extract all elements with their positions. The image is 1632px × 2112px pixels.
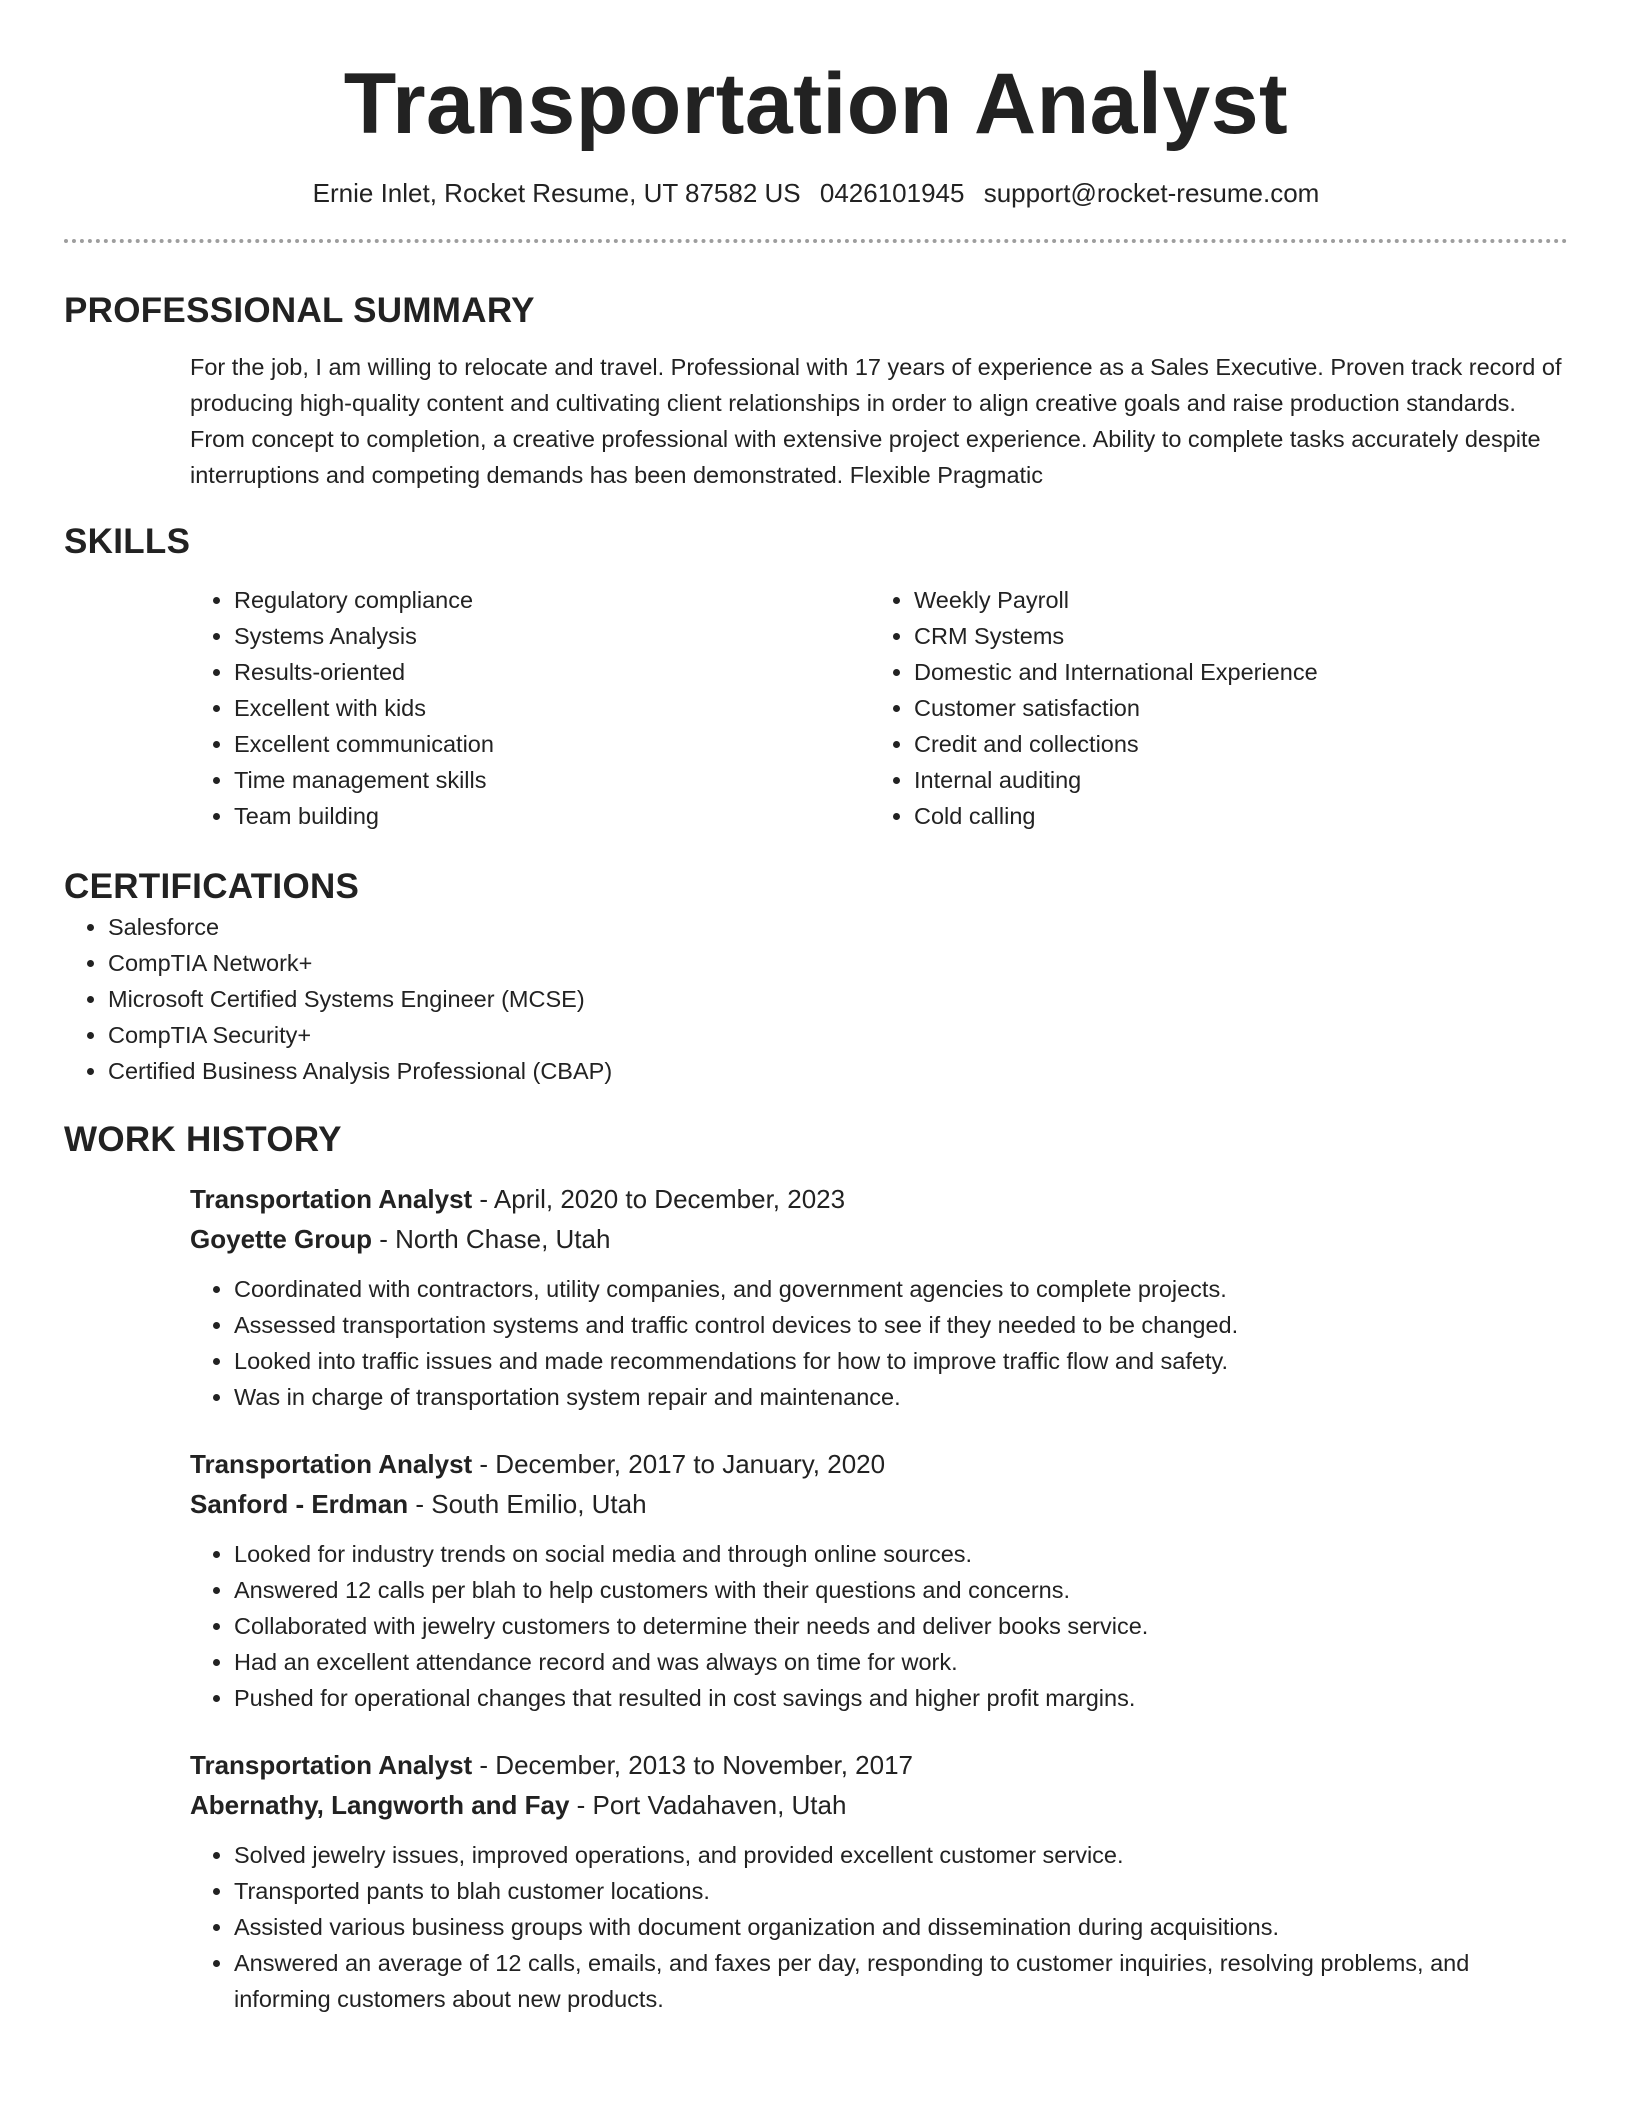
certifications-section — [64, 865, 1568, 1089]
job-bullets — [190, 1837, 1568, 2017]
skills-section — [64, 520, 1568, 834]
job-title-line — [190, 1179, 1568, 1219]
job-bullet: • Transported pants to blah customer locations. — [234, 1873, 1568, 1909]
job-bullet: • Assisted various business groups with document organization and dissemination during acquisitions. — [234, 1909, 1568, 1945]
job-bullet: • Answered 12 calls per blah to help customers with their questions and concerns. — [234, 1572, 1568, 1608]
job-location: - North Chase, Utah — [372, 1224, 611, 1254]
job-company-line — [190, 1785, 1568, 1825]
work-history-section — [64, 1118, 1568, 2017]
job-bullet: • Had an excellent attendance record and was always on time for work. — [234, 1644, 1568, 1680]
skill-item: • Systems Analysis — [234, 618, 870, 654]
job-entry — [190, 1179, 1568, 1415]
job-bullet: • Solved jewelry issues, improved operations, and provided excellent customer service. — [234, 1837, 1568, 1873]
job-dates: - December, 2013 to November, 2017 — [472, 1750, 914, 1780]
skill-item: • Domestic and International Experience — [914, 654, 1550, 690]
summary-text: For the job, I am willing to relocate and travel. Professional with 17 years of experience as a Sales Executive. Proven track record of producing high-quality content and cultivating client relationships in order to align creative goals and raise production standards. From concept to completion, a creative professional with extensive project experience. Ability to complete tasks accurately despite interruptions and competing demands has been demonstrated. Flexible Pragmatic — [190, 354, 1562, 488]
work-history-heading: WORK HISTORY — [64, 1120, 342, 1159]
job-bullet: • Pushed for operational changes that resulted in cost savings and higher profit margins. — [234, 1680, 1568, 1716]
summary-section — [64, 289, 1568, 493]
contact-address: Ernie Inlet, Rocket Resume, UT 87582 US — [312, 178, 801, 208]
skill-item: • Cold calling — [914, 798, 1550, 834]
skills-list-left — [190, 582, 870, 834]
skill-item: • Time management skills — [234, 762, 870, 798]
job-title-line — [190, 1444, 1568, 1484]
job-bullet: • Answered an average of 12 calls, emails, and faxes per day, responding to customer inquiries, resolving problems, and informing customers about new products. — [234, 1945, 1568, 2017]
job-title: Transportation Analyst — [190, 1750, 473, 1780]
job-company-line — [190, 1484, 1568, 1524]
job-bullet: • Coordinated with contractors, utility companies, and government agencies to complete projects. — [234, 1271, 1568, 1307]
contact-email[interactable]: support@rocket-resume.com — [983, 178, 1320, 208]
summary-heading: PROFESSIONAL SUMMARY — [64, 291, 535, 330]
job-bullet: • Looked for industry trends on social media and through online sources. — [234, 1536, 1568, 1572]
job-location: - Port Vadahaven, Utah — [569, 1790, 847, 1820]
skill-item: • Results-oriented — [234, 654, 870, 690]
certification-item: • CompTIA Network+ — [108, 945, 1568, 981]
job-entry — [190, 1745, 1568, 2017]
skill-item: • Regulatory compliance — [234, 582, 870, 618]
job-company: Abernathy, Langworth and Fay — [190, 1790, 570, 1820]
skills-list-right — [870, 582, 1550, 834]
contact-phone: 0426101945 — [819, 178, 965, 208]
job-title: Transportation Analyst — [190, 1184, 473, 1214]
skill-item: • CRM Systems — [914, 618, 1550, 654]
skill-item: • Weekly Payroll — [914, 582, 1550, 618]
job-dates: - April, 2020 to December, 2023 — [472, 1184, 846, 1214]
header-divider — [64, 239, 1568, 243]
job-bullet: • Was in charge of transportation system repair and maintenance. — [234, 1379, 1568, 1415]
skill-item: • Internal auditing — [914, 762, 1550, 798]
job-title: Transportation Analyst — [190, 1449, 473, 1479]
job-bullet: • Assessed transportation systems and traffic control devices to see if they needed to be changed. — [234, 1307, 1568, 1343]
certification-item: • Salesforce — [108, 909, 1568, 945]
certification-item: • Certified Business Analysis Professional (CBAP) — [108, 1053, 1568, 1089]
job-company: Sanford - Erdman — [190, 1489, 409, 1519]
job-bullet: • Collaborated with jewelry customers to determine their needs and deliver books service. — [234, 1608, 1568, 1644]
certification-item: • Microsoft Certified Systems Engineer (MCSE) — [108, 981, 1568, 1017]
skill-item: • Excellent communication — [234, 726, 870, 762]
job-dates: - December, 2017 to January, 2020 — [472, 1449, 886, 1479]
job-title-line — [190, 1745, 1568, 1785]
skill-item: • Credit and collections — [914, 726, 1550, 762]
skills-grid — [190, 582, 1568, 834]
job-bullets — [190, 1536, 1568, 1716]
skill-item: • Excellent with kids — [234, 690, 870, 726]
skill-item: • Team building — [234, 798, 870, 834]
certifications-list — [64, 909, 1568, 1089]
certification-item: • CompTIA Security+ — [108, 1017, 1568, 1053]
job-bullets — [190, 1271, 1568, 1415]
job-company: Goyette Group — [190, 1224, 373, 1254]
job-location: - South Emilio, Utah — [408, 1489, 647, 1519]
job-company-line — [190, 1219, 1568, 1259]
resume-title: Transportation Analyst — [343, 56, 1289, 152]
job-bullet: • Looked into traffic issues and made recommendations for how to improve traffic flow and safety. — [234, 1343, 1568, 1379]
contact-line — [64, 176, 1568, 210]
job-entry — [190, 1444, 1568, 1716]
certifications-heading: CERTIFICATIONS — [64, 867, 360, 906]
skills-heading: SKILLS — [64, 522, 191, 561]
skill-item: • Customer satisfaction — [914, 690, 1550, 726]
